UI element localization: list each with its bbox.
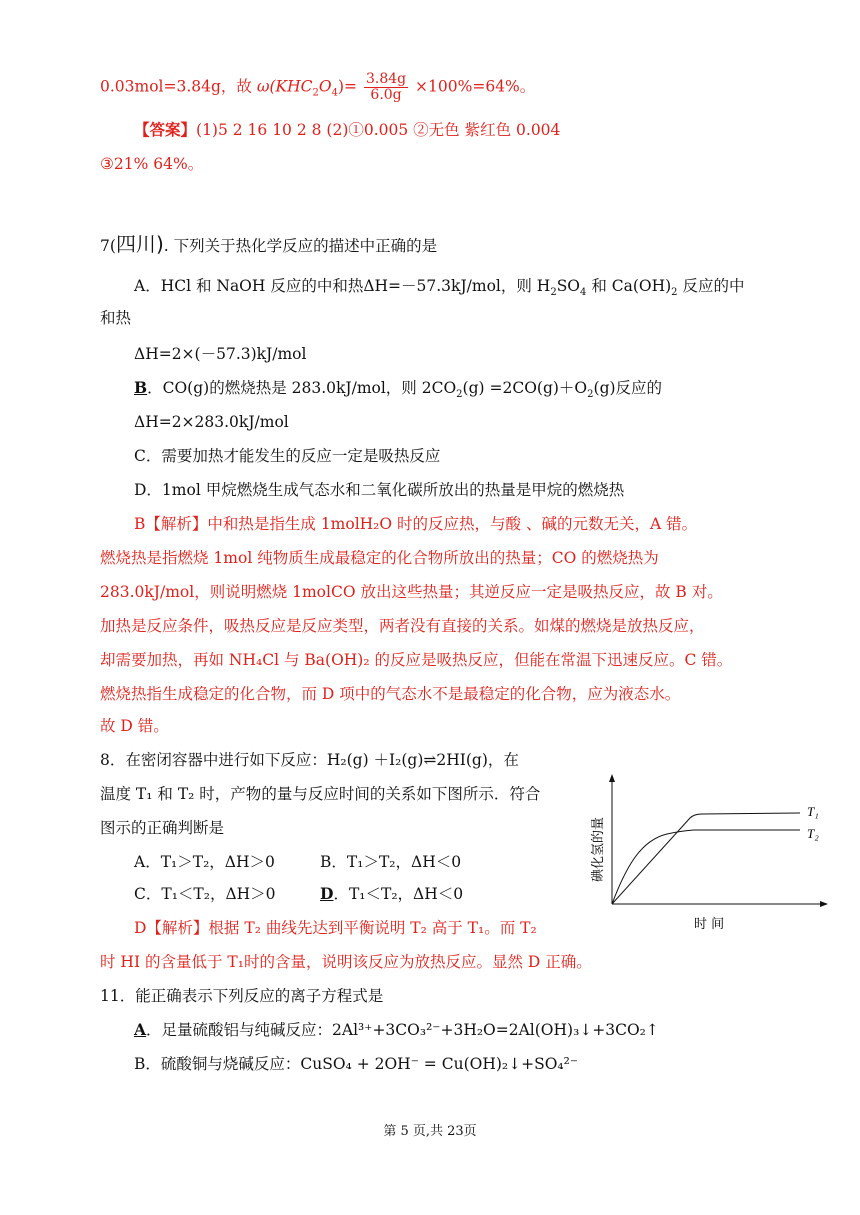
o-letter: O <box>318 77 332 96</box>
q7-stem-text: . 下列关于热化学反应的描述中正确的是 <box>163 237 438 255</box>
t1-label: T₁ <box>807 804 819 819</box>
q7-a-part3: 和 Ca(OH) <box>586 277 672 295</box>
q8-stem-2: 温度 T₁ 和 T₂ 时，产物的量与反应时间的关系如下图所示．符合 <box>100 785 541 803</box>
q8-option-b: B．T₁＞T₂，ΔH＜0 <box>320 853 462 871</box>
q7-option-a-line1: A．HCl 和 NaOH 反应的中和热ΔH=－57.3kJ/mol，则 $H_2SO_4$ 和 $Ca(OH)_2$ 反应的中 <box>134 277 745 299</box>
q7-paren-close: ) <box>155 232 164 256</box>
frac-numerator: 3.84g <box>365 71 407 87</box>
q7-stem <box>100 232 437 258</box>
x-axis-label: 时 间 <box>694 917 725 932</box>
omega-expr: ω(KHC <box>256 77 313 96</box>
q7-option-b-line2: ΔH=2×283.0kJ/mol <box>134 413 289 431</box>
q11-a-letter: A <box>134 1020 147 1039</box>
q8-d-letter: D <box>320 884 334 903</box>
answer-line-2: ③21% 64%。 <box>100 155 204 173</box>
q8-option-a: A．T₁＞T₂，ΔH＞0 <box>134 853 275 871</box>
curve-t2 <box>612 830 800 904</box>
answer-text-1: (1)5 2 16 10 2 8 (2)①0.005 ②无色 紫红色 0.004 <box>196 121 561 139</box>
hi-amount-graph <box>582 772 832 940</box>
q11-option-b: B．硫酸铜与烧碱反应：CuSO₄ + 2OH⁻ = Cu(OH)₂↓+SO₄²⁻ <box>134 1055 579 1073</box>
close-paren: )= <box>337 77 358 96</box>
q11-option-a <box>134 1018 659 1042</box>
q7-number: 7 <box>100 237 110 255</box>
q7-b-part1: ．CO(g)的燃烧热是 283.0kJ/mol，则 2CO <box>147 379 457 397</box>
page-footer: 第 5 页,共 23页 <box>383 1124 477 1139</box>
q7-analysis-6: 故 D 错。 <box>100 717 169 735</box>
q7-analysis-5: 燃烧热指生成稳定的化合物，而 D 项中的气态水不是最稳定的化合物，应为液态水。 <box>100 685 681 703</box>
q7-option-a-line3: ΔH=2×(－57.3)kJ/mol <box>134 345 307 363</box>
mass-fraction <box>364 72 408 103</box>
q7-option-d: D．1mol 甲烷燃烧生成气态水和二氧化碳所放出的热量是甲烷的燃烧热 <box>134 481 625 499</box>
answer-tag: 【答案】 <box>134 120 197 139</box>
q7-paren-open: ( <box>109 237 116 255</box>
answer-line-1 <box>134 118 560 142</box>
q7-analysis-2: 283.0kJ/mol，则说明燃烧 1molCO 放出这些热量；其逆反应一定是吸热反应，故 B 对。 <box>100 583 723 601</box>
prev-answer-line <box>100 72 535 106</box>
q7-a-part2: SO <box>556 277 581 295</box>
q8-stem-1: 8．在密闭容器中进行如下反应：H₂(g) ＋I₂(g)⇌2HI(g)，在 <box>100 751 519 769</box>
curve-t1 <box>612 813 800 904</box>
y-axis-arrow <box>609 774 615 782</box>
q7-a-part1: A．HCl 和 NaOH 反应的中和热ΔH=－57.3kJ/mol，则 H <box>134 277 551 295</box>
frac-denominator: 6.0g <box>370 87 402 103</box>
q7-analysis-4: 却需要加热，再如 NH₄Cl 与 Ba(OH)₂ 的反应是吸热反应，但能在常温下迅速反应。C 错。 <box>100 651 733 669</box>
q7-option-c: C．需要加热才能发生的反应一定是吸热反应 <box>134 447 441 465</box>
q8-option-c: C．T₁＜T₂，ΔH＞0 <box>134 885 276 903</box>
q7-analysis-0: B【解析】中和热是指生成 1molH₂O 时的反应热，与酸 、碱的元数无关，A 错。 <box>134 515 698 533</box>
q8-stem-3: 图示的正确判断是 <box>100 819 225 837</box>
q8-d-text: ．T₁＜T₂，ΔH＜0 <box>333 885 464 903</box>
y-axis-label: 碘化氢的量 <box>591 816 606 882</box>
q8-analysis-2: 时 HI 的含量低于 T₁时的含量，说明该反应为放热反应。显然 D 正确。 <box>100 953 592 971</box>
q7-b-letter: B <box>134 378 148 397</box>
q8-option-d <box>320 882 463 906</box>
q7-b-part3: (g)反应的 <box>593 379 663 397</box>
q11-stem: 11．能正确表示下列反应的离子方程式是 <box>100 987 384 1005</box>
q7-option-b-line1: B．CO(g)的燃烧热是 283.0kJ/mol，则 $2CO_2(g) =2CO(g)+O_2(g)$反应的 <box>134 378 663 401</box>
prev-text: 0.03mol=3.84g，故 <box>100 77 252 96</box>
q7-b-part2: (g) =2CO(g)＋O <box>462 379 588 397</box>
t2-label: T₂ <box>807 826 819 841</box>
q7-analysis-1: 燃烧热是指燃烧 1mol 纯物质生成最稳定的化合物所放出的热量；CO 的燃烧热为 <box>100 549 659 567</box>
q7-region: 四川 <box>115 232 156 256</box>
q7-analysis-3: 加热是反应条件，吸热反应是反应类型，两者没有直接的关系。如煤的燃烧是放热反应， <box>100 617 705 635</box>
q7-option-a-line2: 和热 <box>100 309 132 327</box>
sub-2: 2 <box>312 87 319 99</box>
q11-a-text: ．足量硫酸铝与纯碱反应：2Al³⁺+3CO₃²⁻+3H₂O=2Al(OH)₃↓+3CO₂↑ <box>146 1021 659 1039</box>
sub-4: 4 <box>331 87 338 99</box>
q8-analysis-1: D【解析】根据 T₂ 曲线先达到平衡说明 T₂ 高于 T₁。而 T₂ <box>134 919 537 937</box>
prev-post: ×100%=64%。 <box>415 77 536 96</box>
q7-a-part4: 反应的中 <box>677 277 745 295</box>
x-axis-arrow <box>820 901 828 907</box>
